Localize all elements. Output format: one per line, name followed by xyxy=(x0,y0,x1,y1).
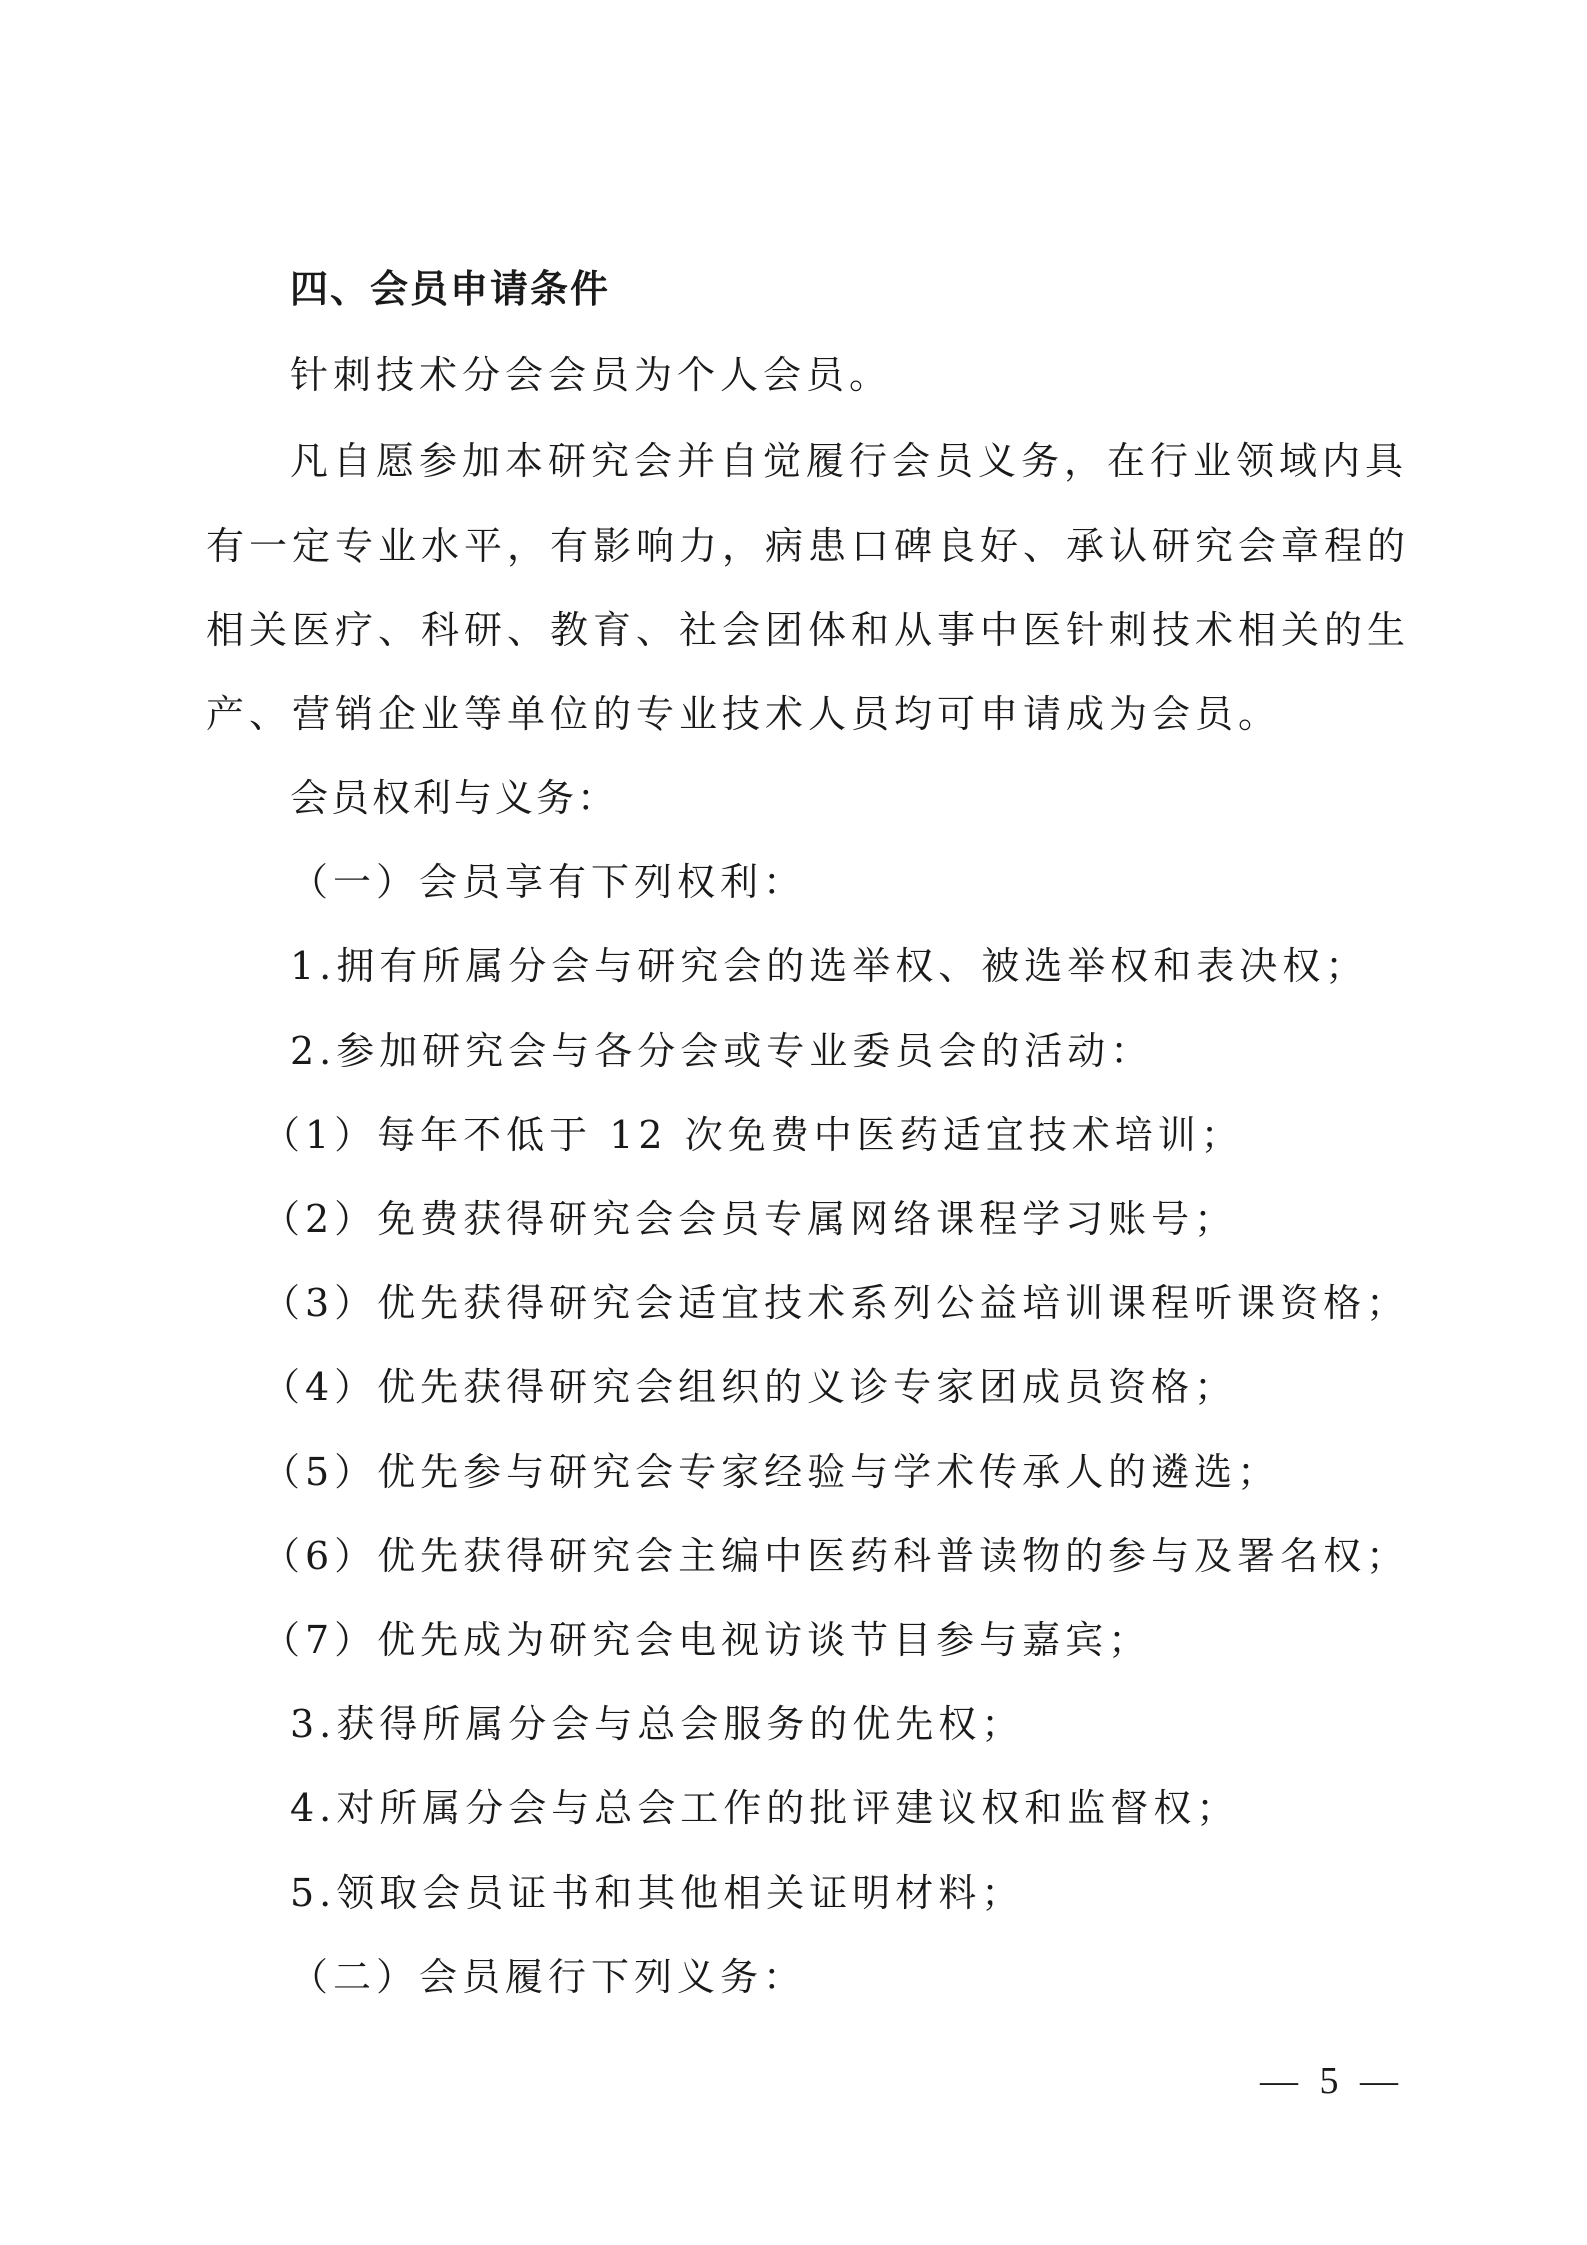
activity-item: （2）免费获得研究会会员专属网络课程学习账号； xyxy=(262,1197,1238,1241)
membership-type-paragraph: 针刺技术分会会员为个人会员。 xyxy=(290,353,893,397)
eligibility-line: 产、营销企业等单位的专业技术人员均可申请成为会员。 xyxy=(206,692,1282,736)
eligibility-line: 有一定专业水平，有影响力，病患口碑良好、承认研究会章程的 xyxy=(206,524,1411,568)
rights-duties-heading: 会员权利与义务： xyxy=(290,776,619,820)
right-item: 1.拥有所属分会与研究会的选举权、被选举权和表决权； xyxy=(290,944,1369,988)
activity-item: （6）优先获得研究会主编中医药科普读物的参与及署名权； xyxy=(262,1534,1410,1578)
right-item: 3.获得所属分会与总会服务的优先权； xyxy=(290,1702,1025,1746)
eligibility-line: 相关医疗、科研、教育、社会团体和从事中医针刺技术相关的生 xyxy=(206,608,1411,652)
eligibility-line: 凡自愿参加本研究会并自觉履行会员义务，在行业领域内具 xyxy=(290,439,1409,483)
rights-heading: （一）会员享有下列权利： xyxy=(290,860,807,904)
activity-item: （4）优先获得研究会组织的义诊专家团成员资格； xyxy=(262,1365,1238,1409)
section-heading: 四、会员申请条件 xyxy=(290,267,611,311)
activity-item: （3）优先获得研究会适宜技术系列公益培训课程听课资格； xyxy=(262,1281,1410,1325)
right-item: 2.参加研究会与各分会或专业委员会的活动： xyxy=(290,1029,1154,1073)
duties-heading: （二）会员履行下列义务： xyxy=(290,1955,807,1999)
activity-item: （1）每年不低于 12 次免费中医药适宜技术培训； xyxy=(262,1113,1244,1157)
activity-item: （7）优先成为研究会电视访谈节目参与嘉宾； xyxy=(262,1618,1152,1662)
activity-item: （5）优先参与研究会专家经验与学术传承人的遴选； xyxy=(262,1450,1281,1494)
right-item: 5.领取会员证书和其他相关证明材料； xyxy=(290,1871,1025,1915)
right-item: 4.对所属分会与总会工作的批评建议权和监督权； xyxy=(290,1786,1240,1830)
page-number: — 5 — xyxy=(1260,2060,1404,2102)
